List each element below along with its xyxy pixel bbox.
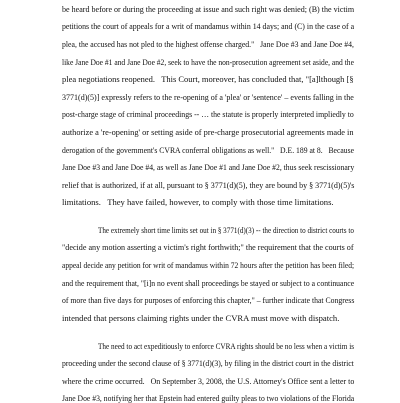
text-line: intended that persons claiming rights under the CVRA must move with dispatch. [62,313,340,323]
text-line: 3771(d)(5)] expressly refers to the re-opening of a 'plea' or 'sentence' – events falling in the [62,92,354,102]
text-line: relief that is authorized, if at all, pursuant to § 3771(d)(5), they are bound by § 3771(d)(5)'s [62,180,355,190]
text-line: be heard before or during the proceeding at issue and such right was denied; (B) the victim [62,4,355,14]
text-line: appeal decide any petition for writ of mandamus within 72 hours after the petition has been filed; [62,260,355,270]
text-line: derogation of the government's CVRA conferral obligations as well." D.E. 189 at 8. Because [62,145,355,155]
text-line: where the crime occurred. On September 3, 2008, the U.S. Attorney's Office sent a letter to [62,376,355,386]
text-line: like Jane Doe #1 and Jane Doe #2, seek to have the non-prosecution agreement set aside, and the [62,57,354,67]
text-line: petitions the court of appeals for a writ of mandamus within 14 days; and (C) in the case of a [62,21,355,31]
text-line: plea negotiations reopened. This Court, moreover, has concluded that, "[a]lthough [§ [62,74,354,84]
text-line: Jane Doe #3 and Jane Doe #4, as well as Jane Doe #1 and Jane Doe #2, thus seek rescissionary [62,162,355,172]
text-line: and the requirement that, "[i]n no event shall proceedings be stayed or subject to a continuance [62,278,355,288]
text-line: limitations. They have failed, however, to comply with those time limitations. [62,197,334,207]
text-line: authorize a 're-opening' or setting aside of pre-charge prosecutorial agreements made in [62,127,354,137]
text-line: The extremely short time limits set out in § 3771(d)(3) -- the direction to district courts to [98,225,354,235]
text-line: post-charge stage of criminal proceedings -- … the statute is properly interpreted impliedly to [62,109,354,119]
text-line: Jane Doe #3, notifying her that Epstein had entered guilty pleas to two violations of the Florida [62,393,355,403]
text-line: plea, the accused has not pled to the highest offense charged." Jane Doe #3 and Jane Doe #4, [62,39,354,49]
text-line: proceeding under the second clause of § 3771(d)(3), by filing in the district court in the district [62,358,354,368]
text-line: "decide any motion asserting a victim's right forthwith;" the requirement that the courts of [62,242,354,252]
text-line: The need to act expeditiously to enforce CVRA rights should be no less when a victim is [98,341,355,351]
text-line: of more than five days for purposes of enforcing this chapter," – further indicate that Congress [62,295,355,305]
